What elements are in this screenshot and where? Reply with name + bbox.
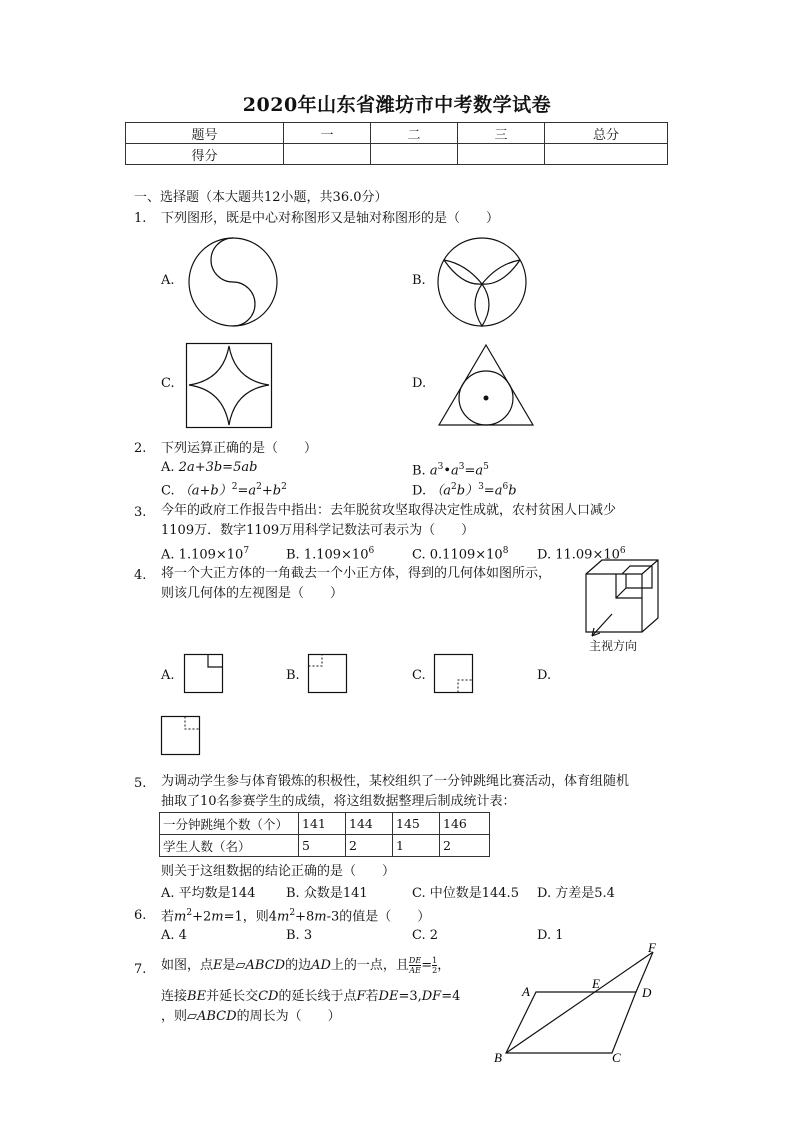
text-part: 如图，点: [161, 958, 214, 973]
text-part: DF: [421, 989, 442, 1004]
option-label: A.: [161, 460, 175, 475]
option-a[interactable]: [161, 458, 257, 477]
question-text: [161, 1007, 341, 1026]
table-row: [160, 835, 490, 857]
formula-part: =a: [483, 483, 503, 499]
point-label-b: B: [494, 1050, 502, 1065]
view-d-figure: [161, 716, 201, 756]
text-part: ABCD: [197, 1009, 237, 1024]
option-label: C.: [161, 483, 175, 499]
denominator: AE: [409, 966, 421, 975]
formula-part: =a: [237, 483, 257, 499]
page-title: 2020年山东省潍坊市中考数学试卷: [242, 94, 552, 116]
question-number: 6.: [134, 908, 147, 923]
parallelogram-figure: [490, 940, 670, 1068]
question-text: 下列运算正确的是（ ）: [161, 441, 318, 456]
yin-yang-figure: [187, 236, 279, 328]
option-value: 1.109×10: [303, 547, 369, 563]
exponent: 3: [458, 462, 465, 472]
exponent: 3: [478, 482, 484, 492]
option-b[interactable]: B. 3: [286, 928, 313, 943]
option-label: A.: [161, 547, 175, 563]
exponent: 2: [289, 908, 296, 918]
table-cell: 一分钟跳绳个数（个）: [160, 813, 299, 835]
text-part: +2: [192, 909, 212, 925]
option-value: 1.109×10: [178, 547, 244, 563]
option-label: B.: [412, 463, 426, 479]
text-part: m: [314, 909, 327, 925]
question-text: [161, 987, 460, 1006]
question-text: [161, 904, 430, 926]
exponent: 2: [281, 482, 287, 492]
formula-part: a: [429, 463, 438, 479]
option-b[interactable]: [286, 542, 374, 564]
exponent: 6: [619, 546, 626, 556]
table-row: [160, 813, 490, 835]
table-cell: 学生人数（名）: [160, 835, 299, 857]
text-part: =3,: [398, 989, 422, 1004]
option-c[interactable]: [412, 542, 508, 564]
question-text: 则关于这组数据的结论正确的是（ ）: [161, 864, 396, 879]
table-cell: 三: [458, 123, 545, 144]
exponent: 3: [437, 462, 444, 472]
text-part: CD: [258, 989, 279, 1004]
text-part: DE: [378, 989, 399, 1004]
point-label-f: F: [648, 940, 656, 955]
text-part: +8: [295, 909, 315, 925]
jump-rope-stats-table: [159, 812, 490, 857]
text-part: E: [213, 958, 223, 973]
point-label-e: E: [592, 976, 600, 991]
exponent: 7: [243, 546, 250, 556]
option-b[interactable]: B. 众数是141: [286, 886, 368, 901]
view-c-figure: [434, 654, 474, 694]
table-cell: 146: [440, 813, 490, 835]
score-input-cell[interactable]: [545, 144, 668, 165]
score-table: [125, 122, 668, 165]
option-label[interactable]: D.: [537, 668, 552, 683]
numerator: DE: [408, 956, 422, 965]
score-input-cell[interactable]: [371, 144, 458, 165]
question-number: 7.: [134, 962, 147, 977]
option-value: 11.09×10: [555, 547, 620, 563]
exponent: 2: [451, 482, 457, 492]
text-part: ，则▱: [161, 1009, 197, 1024]
text-part: F: [356, 989, 366, 1004]
text-part: 是▱: [222, 958, 246, 973]
exponent: 2: [186, 908, 193, 918]
exponent: 6: [368, 546, 375, 556]
circle-in-triangle-figure: [438, 344, 534, 426]
option-label: B.: [286, 547, 300, 563]
three-arc-circle-figure: [436, 236, 528, 328]
table-cell: 二: [371, 123, 458, 144]
text-part: 连接: [161, 989, 188, 1004]
option-label[interactable]: C.: [161, 376, 175, 391]
option-d[interactable]: D. 1: [537, 928, 564, 943]
option-a[interactable]: A. 4: [161, 928, 187, 943]
text-part: AD: [311, 958, 331, 973]
text-part: 的延长线于点: [278, 989, 357, 1004]
text-part: 若: [365, 989, 379, 1004]
table-cell: 144: [346, 813, 393, 835]
option-label: C.: [412, 547, 426, 563]
exponent: 6: [502, 482, 509, 492]
question-number: 1.: [134, 211, 147, 226]
text-part: =: [421, 958, 433, 973]
figure-caption: 主视方向: [589, 639, 638, 653]
question-number: 2.: [134, 441, 147, 456]
text-part: ABCD: [245, 958, 286, 973]
exponent: 2: [256, 482, 262, 492]
option-c[interactable]: C. 中位数是144.5: [412, 886, 519, 901]
formula-part: （a: [430, 483, 451, 499]
table-cell: 2: [440, 835, 490, 857]
star-in-square-figure: [186, 343, 272, 429]
text-part: m: [211, 909, 224, 925]
question-text: 1109万．数字1109万用科学记数法可表示为（ ）: [161, 523, 475, 538]
table-cell: 2: [346, 835, 393, 857]
table-cell: 一: [284, 123, 371, 144]
table-cell: 得分: [126, 144, 284, 165]
score-input-cell[interactable]: [284, 144, 371, 165]
table-cell: 1: [393, 835, 440, 857]
question-text: 为调动学生参与体育锻炼的积极性，某校组织了一分钟跳绳比赛活动，体育组随机: [161, 774, 630, 789]
question-text: 下列图形，既是中心对称图形又是轴对称图形的是（ ）: [161, 211, 500, 226]
question-text: 则该几何体的左视图是（ ）: [161, 586, 344, 601]
table-row: [126, 144, 668, 165]
question-text: [161, 956, 450, 975]
exponent: 8: [502, 546, 509, 556]
option-label: D.: [412, 483, 427, 499]
option-d[interactable]: [412, 478, 517, 500]
question-number: 4.: [134, 568, 147, 583]
option-label[interactable]: C.: [412, 668, 426, 683]
exponent: 5: [483, 462, 489, 472]
option-label[interactable]: D.: [412, 376, 427, 391]
option-label: D.: [537, 547, 552, 563]
text-part: m: [174, 909, 187, 925]
point-label-a: A: [522, 984, 530, 999]
formula-part: （a+b）: [178, 483, 232, 499]
formula-part: =a: [464, 463, 484, 479]
option-d[interactable]: D. 方差是5.4: [537, 886, 615, 901]
question-text: 今年的政府工作报告中指出：去年脱贫攻坚取得决定性成就，农村贫困人口减少: [161, 503, 617, 518]
fraction: [409, 956, 421, 975]
text-part: 若: [161, 909, 175, 925]
view-b-figure: [308, 654, 348, 694]
cut-cube-figure: [582, 558, 662, 648]
option-c[interactable]: [161, 478, 287, 500]
text-part: ，: [437, 958, 451, 973]
table-cell: 141: [299, 813, 346, 835]
point-label-c: C: [612, 1050, 621, 1065]
score-input-cell[interactable]: [458, 144, 545, 165]
option-a[interactable]: [161, 542, 249, 564]
option-formula: 2a+3b=5ab: [178, 460, 258, 475]
option-c[interactable]: C. 2: [412, 928, 439, 943]
option-value: 0.1109×10: [429, 547, 503, 563]
text-part: =4: [441, 989, 461, 1004]
text-part: 的边: [285, 958, 312, 973]
question-text: 抽取了10名参赛学生的成绩，将这组数据整理后制成统计表：: [161, 794, 516, 809]
formula-part: •a: [443, 463, 459, 479]
text-part: =1，则4: [223, 909, 278, 925]
text-part: 的周长为（ ）: [236, 1009, 341, 1024]
option-label[interactable]: A.: [161, 668, 175, 683]
question-number: 3.: [134, 505, 147, 520]
point-label-d: D: [642, 985, 652, 1000]
text-part: 并延长交: [206, 989, 259, 1004]
question-text: 将一个大正方体的一角截去一个小正方体，得到的几何体如图所示，: [161, 566, 552, 581]
option-a[interactable]: A. 平均数是144: [161, 886, 256, 901]
numerator: 1: [432, 956, 438, 965]
table-row: [126, 123, 668, 144]
denominator: 2: [432, 966, 438, 975]
section-heading: 一、选择题（本大题共12小题，共36.0分）: [134, 190, 388, 205]
view-a-figure: [184, 654, 224, 694]
table-cell: 题号: [126, 123, 284, 144]
option-label[interactable]: B.: [286, 668, 300, 683]
formula-part: b）: [456, 483, 479, 499]
text-part: BE: [187, 989, 207, 1004]
formula-part: b: [508, 483, 517, 499]
table-cell: 总分: [545, 123, 668, 144]
formula-part: +b: [261, 483, 282, 499]
table-cell: 145: [393, 813, 440, 835]
option-b[interactable]: [412, 458, 489, 480]
exponent: 2: [231, 482, 238, 492]
option-label[interactable]: B.: [412, 273, 426, 288]
text-part: m: [277, 909, 290, 925]
text-part: 上的一点，且: [330, 958, 409, 973]
option-label[interactable]: A.: [161, 273, 175, 288]
question-number: 5.: [134, 776, 147, 791]
text-part: -3的值是（ ）: [326, 909, 431, 925]
table-cell: 5: [299, 835, 346, 857]
